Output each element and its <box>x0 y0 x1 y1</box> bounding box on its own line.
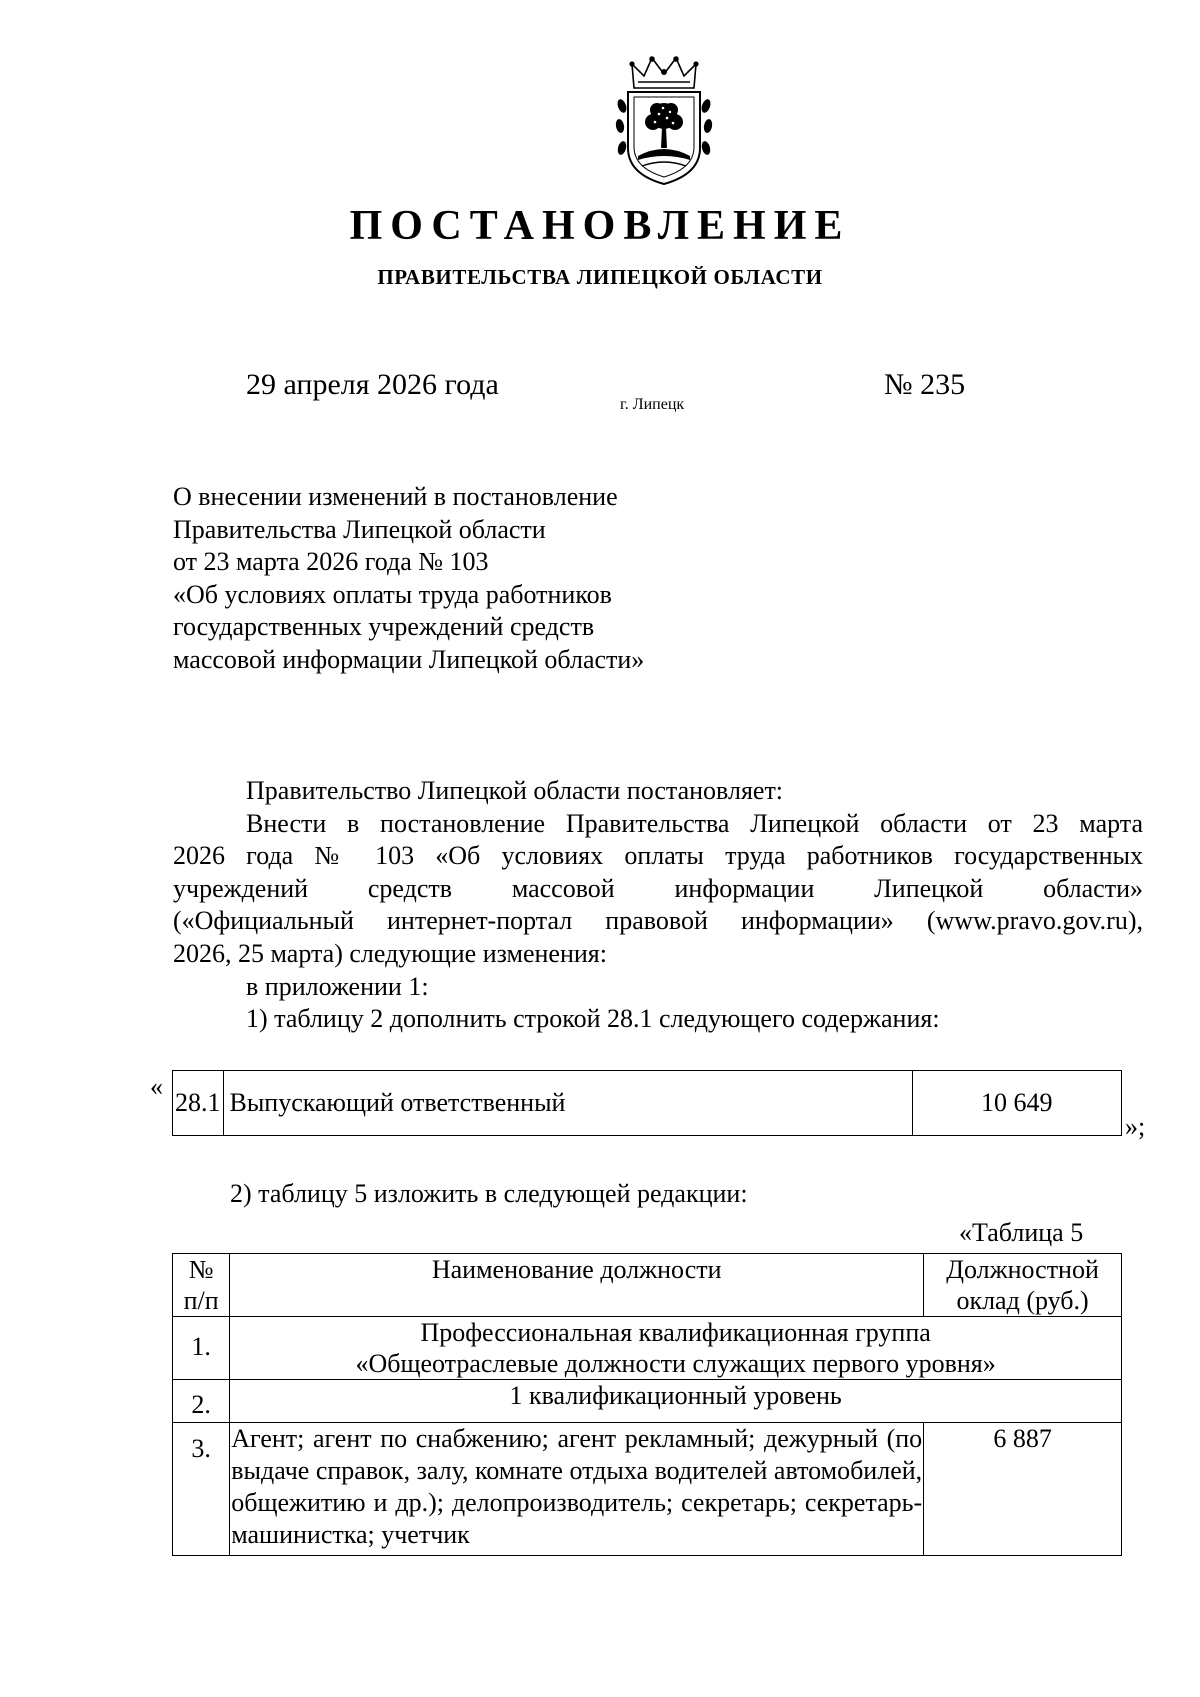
table-row <box>173 1423 1122 1556</box>
document-number: № 235 <box>884 368 966 401</box>
row-number-cell: 1. <box>173 1317 230 1380</box>
group-title-line: «Общеотраслевые должности служащих первого уровня» <box>355 1349 996 1378</box>
group-title-cell <box>230 1317 1122 1380</box>
position-cell: Выпускающий ответственный <box>223 1071 912 1136</box>
table-row <box>173 1380 1122 1423</box>
header-number-cell <box>173 1254 230 1317</box>
body-paragraph-line: («Официальный интернет-портал правовой информации» (www.pravo.gov.ru), <box>173 906 1143 936</box>
header-salary-cell <box>924 1254 1122 1317</box>
header-text: № <box>188 1255 214 1284</box>
coat-of-arms-icon <box>612 56 716 190</box>
subject-line: массовой информации Липецкой области» <box>173 644 645 674</box>
document-type-title: ПОСТАНОВЛЕНИЕ <box>349 203 851 249</box>
document-city: г. Липецк <box>620 396 685 413</box>
subject-line: государственных учреждений средств <box>173 612 595 642</box>
body-paragraph: Правительство Липецкой области постановляет: <box>246 776 784 805</box>
header-text: Должностной <box>946 1255 1099 1284</box>
position-list-cell: Агент; агент по снабжению; агент рекламный; дежурный (по выдаче справок, залу, комнате отдыха водителей автомобилей, общежитию и др.); делопроизводитель; секретарь; секретарь-машинистка; учетчик <box>230 1423 924 1556</box>
level-title-cell: 1 квалификационный уровень <box>230 1380 1122 1423</box>
body-paragraph: 1) таблицу 2 дополнить строкой 28.1 следующего содержания: <box>246 1004 940 1034</box>
table-header-row <box>173 1254 1122 1317</box>
header-name-cell: Наименование должности <box>230 1254 924 1317</box>
salary-cell: 10 649 <box>912 1071 1122 1136</box>
salary-cell: 6 887 <box>924 1423 1122 1556</box>
row-number-cell: 28.1 <box>173 1071 224 1136</box>
body-paragraph-line: учреждений средств массовой информации Липецкой области» <box>173 873 1143 903</box>
subject-line: Правительства Липецкой области <box>173 514 546 544</box>
table5-caption: «Таблица 5 <box>959 1218 1084 1247</box>
amendment-item-2: 2) таблицу 5 изложить в следующей редакции: <box>230 1179 748 1208</box>
subject-line: от 23 марта 2026 года № 103 <box>173 547 489 577</box>
body-paragraph: в приложении 1: <box>246 971 429 1001</box>
quote-open-mark: « <box>150 1072 163 1101</box>
table5 <box>172 1253 1122 1556</box>
document-subject <box>173 481 644 677</box>
row-number-cell: 2. <box>173 1380 230 1423</box>
body-paragraph-line: 2026, 25 марта) следующие изменения: <box>173 938 607 968</box>
document-date: 29 апреля 2026 года <box>246 368 499 401</box>
table2-addition <box>172 1070 1122 1136</box>
group-title-line: Профессиональная квалификационная группа <box>420 1318 931 1347</box>
body-paragraph-line: Внести в постановление Правительства Липецкой области от 23 марта <box>246 808 1143 838</box>
body-paragraph-line: 2026 года № 103 «Об условиях оплаты труда работников государственных <box>173 841 1143 871</box>
quote-close-mark: »; <box>1125 1112 1146 1141</box>
table-row <box>173 1317 1122 1380</box>
subject-line: О внесении изменений в постановление <box>173 482 618 511</box>
header-text: п/п <box>183 1286 219 1315</box>
document-body <box>173 775 1143 1036</box>
row-number-cell: 3. <box>173 1423 230 1556</box>
subject-line: «Об условиях оплаты труда работников <box>173 579 612 609</box>
header-text: оклад (руб.) <box>956 1286 1089 1315</box>
table-row <box>173 1071 1122 1136</box>
coat-of-arms-emblem <box>612 56 716 190</box>
issuing-organization: ПРАВИТЕЛЬСТВА ЛИПЕЦКОЙ ОБЛАСТИ <box>377 265 823 289</box>
